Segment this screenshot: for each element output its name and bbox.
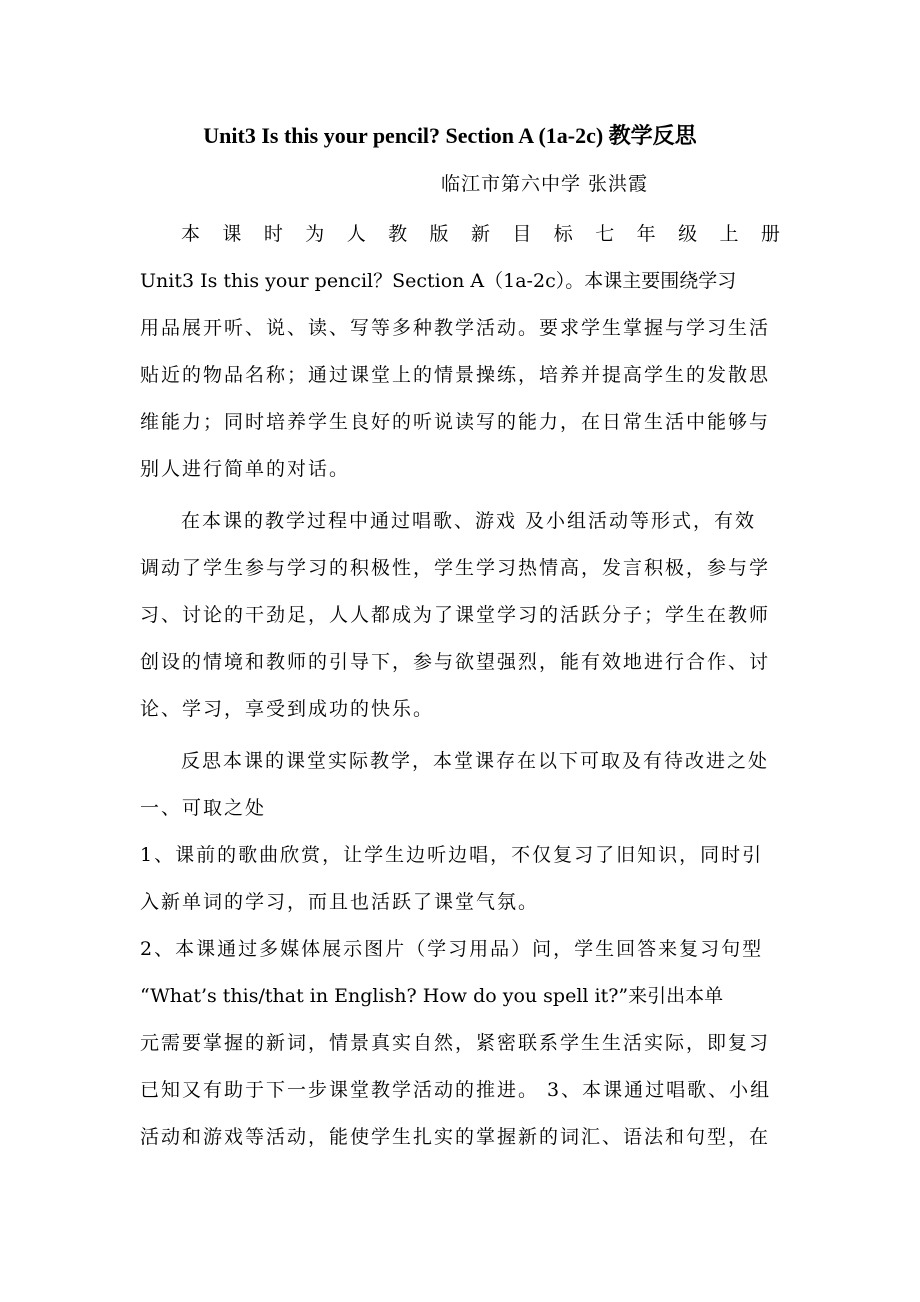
document-title: Unit3 Is this your pencil? Section A (1a-2c) 教学反思	[203, 123, 697, 148]
paragraph-1-line-4: 贴近的物品名称；通过课堂上的情景操练，培养并提高学生的发散思	[140, 364, 771, 386]
item-2-line-5: 活动和游戏等活动，能使学生扎实的掌握新的词汇、语法和句型，在	[140, 1126, 771, 1148]
item-2-line-3: 元需要掌握的新词，情景真实自然，紧密联系学生生活实际，即复习	[140, 1032, 771, 1054]
item-1-line-1: 1、课前的歌曲欣赏，让学生边听边唱，不仅复习了旧知识，同时引	[140, 844, 764, 866]
paragraph-2-line-3: 习、讨论的干劲足，人人都成为了课堂学习的活跃分子；学生在教师	[140, 604, 771, 626]
paragraph-2-line-2: 调动了学生参与学习的积极性，学生学习热情高，发言积极，参与学	[140, 557, 771, 579]
paragraph-2-line-1: 在本课的教学过程中通过唱歌、游戏 及小组活动等形式，有效	[181, 510, 757, 532]
item-2-line-2: “What’s this/that in English? How do you spell it?”来引出本单	[140, 985, 724, 1007]
paragraph-1-line-3: 用品展开听、说、读、写等多种教学活动。要求学生掌握与学习生活	[140, 317, 771, 339]
paragraph-1-line-6: 别人进行简单的对话。	[140, 458, 351, 480]
paragraph-1-line-5: 维能力；同时培养学生良好的听说读写的能力，在日常生活中能够与	[140, 411, 771, 433]
paragraph-2-line-4: 创设的情境和教师的引导下，参与欲望强烈，能有效地进行合作、讨	[140, 651, 771, 673]
item-2-line-1: 2、本课通过多媒体展示图片（学习用品）问，学生回答来复习句型	[140, 938, 764, 960]
item-2-line-4: 已知又有助于下一步课堂教学活动的推进。 3、本课通过唱歌、小组	[140, 1079, 772, 1101]
paragraph-2-line-5: 论、学习，享受到成功的快乐。	[140, 698, 435, 720]
paragraph-3: 反思本课的课堂实际教学，本堂课存在以下可取及有待改进之处	[181, 750, 770, 772]
author-line: 临江市第六中学 张洪霞	[441, 173, 649, 195]
paragraph-1-line-1: 本 课 时 为 人 教 版 新 目 标 七 年 级 上 册	[181, 223, 780, 245]
item-1-line-2: 入新单词的学习，而且也活跃了课堂气氛。	[140, 891, 540, 913]
section-heading: 一、可取之处	[140, 797, 267, 819]
paragraph-1-line-2: Unit3 Is this your pencil？Section A（1a-2c）。本课主要围绕学习	[140, 270, 737, 292]
